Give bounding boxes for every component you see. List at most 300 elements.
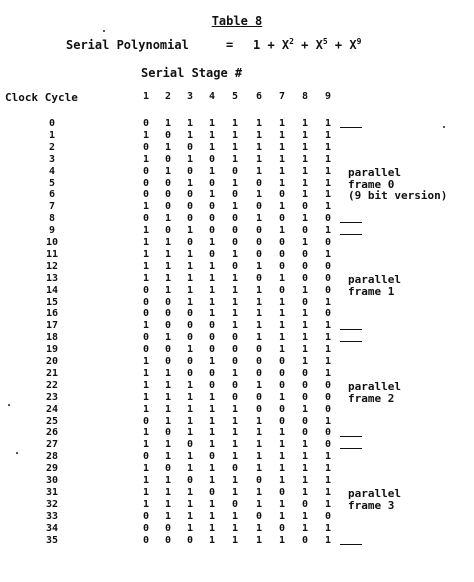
- bit-cell: 1: [301, 213, 309, 224]
- bit-cell: 1: [164, 261, 172, 272]
- bit-cell: 0: [164, 130, 172, 141]
- bit-cell: 0: [278, 285, 286, 296]
- bit-cell: 0: [208, 368, 216, 379]
- clock-cycle-number: 16: [45, 308, 59, 319]
- bit-cell: 1: [301, 332, 309, 343]
- bit-cell: 1: [231, 368, 239, 379]
- bit-cell: 0: [255, 249, 263, 260]
- bit-cell: 1: [324, 499, 332, 510]
- clock-cycle-number: 30: [45, 475, 59, 486]
- bit-cell: 0: [278, 416, 286, 427]
- bit-cell: 1: [301, 142, 309, 153]
- bit-cell: 1: [164, 368, 172, 379]
- bit-cell: 0: [208, 451, 216, 462]
- clock-cycle-number: 13: [45, 273, 59, 284]
- bit-cell: 1: [278, 142, 286, 153]
- bit-cell: 1: [324, 178, 332, 189]
- frame-annotation-line: (9 bit version): [348, 189, 448, 202]
- clock-cycle-number: 24: [45, 404, 59, 415]
- bit-cell: 0: [164, 427, 172, 438]
- bit-cell: 0: [255, 511, 263, 522]
- bit-cell: 1: [278, 154, 286, 165]
- bit-cell: 0: [142, 535, 150, 546]
- bit-cell: 0: [164, 297, 172, 308]
- frame-annotation-line: frame 2: [348, 392, 395, 405]
- frame-annotation-line: parallel: [348, 380, 401, 393]
- bit-cell: 0: [255, 178, 263, 189]
- bit-cell: 0: [301, 201, 309, 212]
- bit-cell: 1: [208, 189, 216, 200]
- bit-cell: 1: [255, 487, 263, 498]
- bit-cell: 0: [301, 273, 309, 284]
- bit-cell: 1: [255, 427, 263, 438]
- bit-cell: 1: [208, 285, 216, 296]
- bit-cell: 1: [186, 261, 194, 272]
- stage-number: 1: [142, 91, 150, 102]
- bit-cell: 1: [186, 416, 194, 427]
- bit-cell: 1: [278, 308, 286, 319]
- clock-cycle-number: 26: [45, 427, 59, 438]
- bit-cell: 1: [324, 189, 332, 200]
- bit-cell: 0: [142, 213, 150, 224]
- bit-cell: 1: [142, 201, 150, 212]
- bit-cell: 0: [208, 332, 216, 343]
- frame-annotation-line: frame 0: [348, 178, 395, 191]
- bit-cell: 0: [164, 320, 172, 331]
- bit-cell: 1: [324, 166, 332, 177]
- bit-cell: 1: [278, 392, 286, 403]
- bit-cell: 0: [164, 178, 172, 189]
- bit-cell: 1: [186, 297, 194, 308]
- bit-cell: 1: [255, 285, 263, 296]
- boundary-marker-line: [340, 329, 362, 330]
- bit-cell: 1: [208, 439, 216, 450]
- bit-cell: 1: [324, 201, 332, 212]
- bit-cell: 1: [231, 154, 239, 165]
- clock-cycle-number: 29: [45, 463, 59, 474]
- bit-cell: 0: [301, 392, 309, 403]
- bit-cell: 1: [208, 273, 216, 284]
- bit-cell: 1: [208, 142, 216, 153]
- bit-cell: 0: [255, 475, 263, 486]
- bit-cell: 1: [301, 130, 309, 141]
- bit-cell: 1: [186, 427, 194, 438]
- bit-cell: 1: [324, 475, 332, 486]
- bit-cell: 0: [301, 249, 309, 260]
- bit-cell: 0: [142, 297, 150, 308]
- bit-cell: 0: [324, 439, 332, 450]
- bit-cell: 0: [324, 213, 332, 224]
- bit-cell: 0: [278, 368, 286, 379]
- bit-cell: 1: [324, 416, 332, 427]
- bit-cell: 1: [208, 463, 216, 474]
- bit-cell: 0: [208, 487, 216, 498]
- bit-cell: 0: [164, 535, 172, 546]
- bit-cell: 0: [186, 368, 194, 379]
- bit-cell: 0: [231, 499, 239, 510]
- clock-cycle-number: 2: [48, 142, 56, 153]
- bit-cell: 0: [301, 535, 309, 546]
- bit-cell: 1: [301, 166, 309, 177]
- bit-cell: 1: [164, 404, 172, 415]
- bit-cell: 1: [255, 535, 263, 546]
- boundary-marker-line: [340, 448, 362, 449]
- bit-cell: 1: [208, 297, 216, 308]
- bit-cell: 1: [164, 237, 172, 248]
- frame-annotation-line: parallel: [348, 166, 401, 179]
- clock-cycle-number: 17: [45, 320, 59, 331]
- bit-cell: 0: [301, 261, 309, 272]
- bit-cell: 1: [255, 416, 263, 427]
- bit-cell: 0: [255, 225, 263, 236]
- bit-cell: 1: [208, 308, 216, 319]
- stage-number: 6: [255, 91, 263, 102]
- bit-cell: 0: [186, 166, 194, 177]
- clock-cycle-number: 32: [45, 499, 59, 510]
- bit-cell: 0: [324, 273, 332, 284]
- bit-cell: 0: [208, 320, 216, 331]
- bit-cell: 0: [231, 392, 239, 403]
- clock-cycle-number: 6: [48, 189, 56, 200]
- bit-cell: 1: [164, 249, 172, 260]
- clock-cycle-number: 35: [45, 535, 59, 546]
- clock-cycle-number: 33: [45, 511, 59, 522]
- bit-cell: 0: [301, 499, 309, 510]
- bit-cell: 1: [142, 249, 150, 260]
- stage-number: 4: [208, 91, 216, 102]
- bit-cell: 1: [231, 416, 239, 427]
- bit-cell: 0: [186, 535, 194, 546]
- bit-cell: 1: [208, 523, 216, 534]
- bit-cell: 0: [278, 261, 286, 272]
- bit-cell: 0: [142, 451, 150, 462]
- bit-cell: 0: [301, 427, 309, 438]
- bit-cell: 1: [255, 320, 263, 331]
- bit-cell: 1: [164, 451, 172, 462]
- clock-cycle-number: 8: [48, 213, 56, 224]
- bit-cell: 1: [164, 273, 172, 284]
- bit-cell: 1: [164, 439, 172, 450]
- bit-cell: 1: [324, 130, 332, 141]
- bit-cell: 1: [324, 249, 332, 260]
- clock-cycle-number: 5: [48, 178, 56, 189]
- bit-cell: 1: [255, 463, 263, 474]
- bit-cell: 0: [142, 511, 150, 522]
- clock-cycle-number: 27: [45, 439, 59, 450]
- bit-cell: 0: [255, 237, 263, 248]
- bit-cell: 1: [164, 213, 172, 224]
- frame-annotation-line: parallel: [348, 273, 401, 286]
- bit-cell: 1: [324, 535, 332, 546]
- bit-cell: 0: [231, 261, 239, 272]
- bit-cell: 1: [231, 427, 239, 438]
- bit-cell: 1: [324, 154, 332, 165]
- bit-cell: 1: [186, 499, 194, 510]
- bit-cell: 1: [324, 297, 332, 308]
- bit-cell: 1: [164, 380, 172, 391]
- bit-cell: 0: [164, 308, 172, 319]
- bit-cell: 0: [186, 189, 194, 200]
- bit-cell: 0: [164, 463, 172, 474]
- bit-cell: 0: [255, 404, 263, 415]
- bit-cell: 0: [142, 416, 150, 427]
- bit-cell: 0: [164, 154, 172, 165]
- bit-cell: 0: [186, 475, 194, 486]
- bit-cell: 1: [164, 392, 172, 403]
- bit-cell: 0: [231, 213, 239, 224]
- bit-cell: 1: [186, 344, 194, 355]
- bit-cell: 1: [164, 166, 172, 177]
- bit-cell: 1: [231, 249, 239, 260]
- bit-cell: 1: [301, 404, 309, 415]
- clock-cycle-number: 18: [45, 332, 59, 343]
- bit-cell: 1: [164, 499, 172, 510]
- bit-cell: 1: [164, 332, 172, 343]
- bit-cell: 0: [231, 356, 239, 367]
- clock-cycle-number: 21: [45, 368, 59, 379]
- bit-cell: 0: [208, 344, 216, 355]
- bit-cell: 1: [255, 499, 263, 510]
- bit-cell: 0: [208, 380, 216, 391]
- bit-cell: 0: [231, 189, 239, 200]
- clock-cycle-number: 0: [48, 118, 56, 129]
- bit-cell: 1: [208, 356, 216, 367]
- bit-cell: 1: [278, 273, 286, 284]
- bit-cell: 1: [186, 451, 194, 462]
- bit-cell: 0: [324, 261, 332, 272]
- bit-cell: 1: [301, 451, 309, 462]
- bit-cell: 0: [186, 356, 194, 367]
- bit-cell: 1: [142, 475, 150, 486]
- bit-cell: 0: [231, 225, 239, 236]
- boundary-marker-line: [340, 436, 362, 437]
- bit-cell: 1: [186, 118, 194, 129]
- bit-cell: 0: [255, 356, 263, 367]
- stage-number: 8: [301, 91, 309, 102]
- bit-cell: 1: [301, 344, 309, 355]
- bit-cell: 1: [324, 142, 332, 153]
- bit-cell: 0: [324, 511, 332, 522]
- bit-cell: 1: [231, 523, 239, 534]
- clock-cycle-number: 34: [45, 523, 59, 534]
- bit-cell: 0: [186, 320, 194, 331]
- bit-cell: 1: [164, 475, 172, 486]
- clock-cycle-number: 22: [45, 380, 59, 391]
- bit-cell: 1: [301, 154, 309, 165]
- bit-cell: 1: [208, 416, 216, 427]
- table-title: Table 8: [211, 14, 263, 28]
- bit-cell: 0: [301, 225, 309, 236]
- boundary-marker-line: [340, 544, 362, 545]
- bit-cell: 1: [142, 225, 150, 236]
- bit-cell: 0: [255, 344, 263, 355]
- bit-cell: 1: [142, 368, 150, 379]
- clock-cycle-number: 19: [45, 344, 59, 355]
- stage-number: 5: [231, 91, 239, 102]
- bit-cell: 1: [255, 154, 263, 165]
- bit-cell: 1: [186, 523, 194, 534]
- bit-cell: 1: [164, 511, 172, 522]
- bit-cell: 1: [255, 451, 263, 462]
- bit-cell: 1: [142, 499, 150, 510]
- bit-cell: 0: [142, 344, 150, 355]
- bit-cell: 1: [186, 404, 194, 415]
- bit-cell: 1: [324, 368, 332, 379]
- bit-cell: 1: [255, 189, 263, 200]
- bit-cell: 1: [231, 130, 239, 141]
- scan-speck: [16, 452, 18, 454]
- bit-cell: 0: [208, 213, 216, 224]
- clock-cycle-number: 12: [45, 261, 59, 272]
- bit-cell: 0: [186, 237, 194, 248]
- bit-cell: 1: [186, 273, 194, 284]
- bit-cell: 0: [324, 380, 332, 391]
- bit-cell: 1: [278, 130, 286, 141]
- bit-cell: 1: [301, 523, 309, 534]
- bit-cell: 0: [301, 368, 309, 379]
- bit-cell: 1: [301, 356, 309, 367]
- bit-cell: 0: [208, 201, 216, 212]
- bit-cell: 0: [255, 201, 263, 212]
- bit-cell: 1: [231, 320, 239, 331]
- stage-number: 9: [324, 91, 332, 102]
- bit-cell: 1: [255, 130, 263, 141]
- bit-cell: 0: [164, 225, 172, 236]
- bit-cell: 1: [142, 237, 150, 248]
- bit-cell: 0: [208, 249, 216, 260]
- bit-cell: 0: [186, 213, 194, 224]
- bit-cell: 0: [324, 427, 332, 438]
- bit-cell: 1: [164, 142, 172, 153]
- clock-cycle-number: 1: [48, 130, 56, 141]
- bit-cell: 1: [186, 463, 194, 474]
- bit-cell: 1: [324, 344, 332, 355]
- bit-cell: 0: [186, 439, 194, 450]
- bit-cell: 1: [142, 320, 150, 331]
- bit-cell: 0: [255, 273, 263, 284]
- clock-cycle-number: 31: [45, 487, 59, 498]
- boundary-marker-line: [340, 222, 362, 223]
- bit-cell: 0: [301, 297, 309, 308]
- bit-cell: 1: [186, 487, 194, 498]
- bit-cell: 0: [142, 523, 150, 534]
- bit-cell: 0: [255, 392, 263, 403]
- bit-cell: 1: [186, 249, 194, 260]
- bit-cell: 1: [164, 285, 172, 296]
- bit-cell: 0: [164, 344, 172, 355]
- bit-cell: 0: [324, 392, 332, 403]
- bit-cell: 0: [142, 166, 150, 177]
- frame-annotation-line: parallel: [348, 487, 401, 500]
- bit-cell: 0: [142, 178, 150, 189]
- polynomial-label: Serial Polynomial: [66, 38, 189, 52]
- bit-cell: 1: [231, 273, 239, 284]
- bit-cell: 1: [231, 285, 239, 296]
- bit-cell: 0: [278, 213, 286, 224]
- bit-cell: 1: [186, 178, 194, 189]
- bit-cell: 1: [278, 511, 286, 522]
- bit-cell: 1: [255, 142, 263, 153]
- bit-cell: 1: [231, 201, 239, 212]
- bit-cell: 1: [208, 511, 216, 522]
- bit-cell: 1: [231, 178, 239, 189]
- boundary-marker-line: [340, 341, 362, 342]
- bit-cell: 1: [186, 511, 194, 522]
- bit-cell: 0: [164, 189, 172, 200]
- bit-cell: 0: [301, 416, 309, 427]
- bit-cell: 1: [255, 439, 263, 450]
- bit-cell: 1: [324, 463, 332, 474]
- bit-cell: 1: [278, 535, 286, 546]
- bit-cell: 0: [186, 308, 194, 319]
- bit-cell: 1: [255, 297, 263, 308]
- stage-number: 2: [164, 91, 172, 102]
- bit-cell: 1: [301, 475, 309, 486]
- bit-cell: 1: [231, 487, 239, 498]
- bit-cell: 1: [301, 439, 309, 450]
- bit-cell: 1: [142, 380, 150, 391]
- clock-cycle-number: 20: [45, 356, 59, 367]
- bit-cell: 1: [186, 154, 194, 165]
- bit-cell: 1: [255, 523, 263, 534]
- bit-cell: 0: [278, 487, 286, 498]
- bit-cell: 1: [255, 380, 263, 391]
- clock-cycle-number: 15: [45, 297, 59, 308]
- bit-cell: 1: [142, 261, 150, 272]
- bit-cell: 1: [255, 213, 263, 224]
- bit-cell: 1: [278, 332, 286, 343]
- bit-cell: 1: [186, 392, 194, 403]
- bit-cell: 1: [301, 285, 309, 296]
- bit-cell: 1: [324, 225, 332, 236]
- bit-cell: 1: [278, 178, 286, 189]
- bit-cell: 1: [142, 463, 150, 474]
- clock-cycle-number: 25: [45, 416, 59, 427]
- bit-cell: 0: [142, 308, 150, 319]
- bit-cell: 1: [278, 439, 286, 450]
- bit-cell: 1: [208, 475, 216, 486]
- bit-cell: 1: [278, 118, 286, 129]
- bit-cell: 1: [208, 499, 216, 510]
- bit-cell: 0: [324, 237, 332, 248]
- clock-cycle-number: 23: [45, 392, 59, 403]
- bit-cell: 1: [186, 130, 194, 141]
- scan-speck: [443, 126, 445, 128]
- bit-cell: 0: [164, 523, 172, 534]
- polynomial-expression: $1 + X^2 + X^5 + X^9$: [253, 37, 362, 52]
- bit-cell: 0: [142, 332, 150, 343]
- clock-cycle-number: 14: [45, 285, 59, 296]
- bit-cell: 0: [231, 380, 239, 391]
- bit-cell: 1: [255, 308, 263, 319]
- boundary-marker-line: [340, 234, 362, 235]
- bit-cell: 1: [231, 142, 239, 153]
- bit-cell: 0: [301, 380, 309, 391]
- stage-number: 3: [186, 91, 194, 102]
- bit-cell: 0: [278, 380, 286, 391]
- bit-cell: 1: [324, 332, 332, 343]
- bit-cell: 1: [301, 237, 309, 248]
- bit-cell: 0: [231, 344, 239, 355]
- bit-cell: 1: [255, 118, 263, 129]
- scan-speck: [8, 404, 10, 406]
- bit-cell: 0: [278, 523, 286, 534]
- bit-cell: 1: [324, 118, 332, 129]
- bit-cell: 1: [186, 285, 194, 296]
- bit-cell: 1: [278, 201, 286, 212]
- serial-stage-header: Serial Stage #: [141, 66, 243, 80]
- bit-cell: 0: [208, 154, 216, 165]
